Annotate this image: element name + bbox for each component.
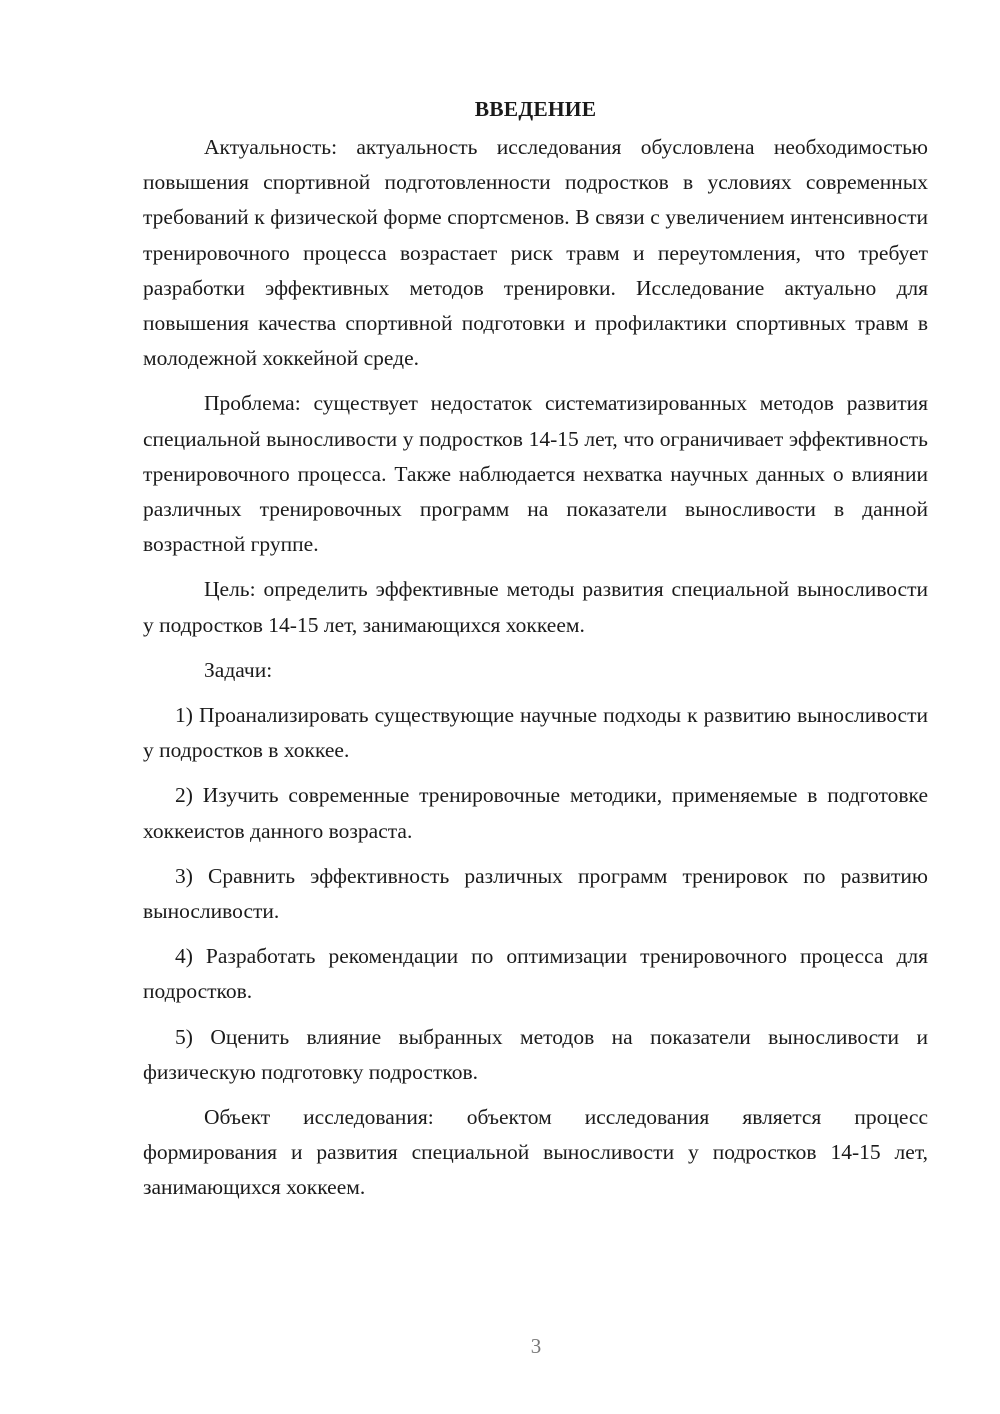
relevance-paragraph: Актуальность: актуальность исследования обусловлена необходимостью повышения спортивной подготовленности подростков в условиях современных требований к физической форме спортсменов. В связи с увеличением интенсивности тренировочного процесса возрастает риск травм и переутомления, что требует разработки эффективных методов тренировки. Исследование актуально для повышения качества спортивной подготовки и профилактики спортивных травм в молодежной хоккейной среде. [143,135,928,371]
task-item-4: 4) Разработать рекомендации по оптимизации тренировочного процесса для подростков. [143,944,928,1004]
goal-paragraph: Цель: определить эффективные методы развития специальной выносливости у подростков 14-15 лет, занимающихся хоккеем. [143,577,928,637]
task-item-1: 1) Проанализировать существующие научные подходы к развитию выносливости у подростков в хоккее. [143,703,928,763]
document-page [143,92,928,1216]
task-item-5: 5) Оценить влияние выбранных методов на показатели выносливости и физическую подготовку подростков. [143,1024,928,1084]
object-paragraph: Объект исследования: объектом исследования является процесс формирования и развития специальной выносливости у подростков 14-15 лет, занимающихся хоккеем. [143,1105,928,1200]
problem-paragraph: Проблема: существует недостаток систематизированных методов развития специальной выносливости у подростков 14-15 лет, что ограничивает эффективность тренировочного процесса. Также наблюдается нехватка научных данных о влиянии различных тренировочных программ на показатели выносливости в данной возрастной группе. [143,391,928,557]
section-heading: ВВЕДЕНИЕ [474,97,597,121]
task-item-2: 2) Изучить современные тренировочные методики, применяемые в подготовке хоккеистов данного возраста. [143,783,928,843]
task-item-3: 3) Сравнить эффективность различных программ тренировок по развитию выносливости. [143,863,928,924]
page-number: 3 [530,1334,542,1358]
tasks-label: Задачи: [204,657,273,682]
